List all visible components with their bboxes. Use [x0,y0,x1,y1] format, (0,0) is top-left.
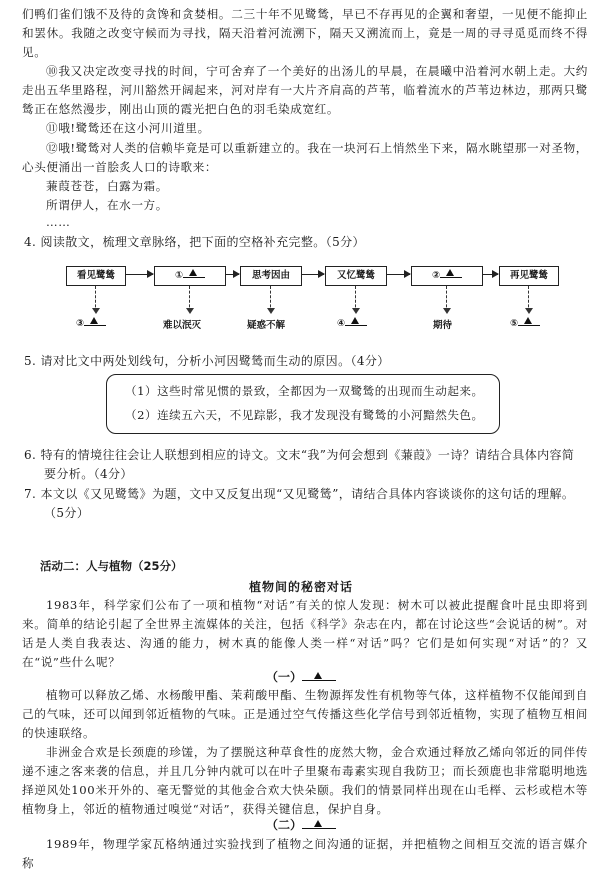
quote-sentence-2: （2）连续五六天，不见踪影，我才发现没有鹭鸶的小河黯然失色。 [125,408,484,422]
question-4: 4. 阅读散文，梳理文章脉络，把下面的空格补充完整。（5分） [24,235,365,249]
flow-arrow-2 [225,274,239,275]
flow-sub-5: 期待 [433,320,453,331]
quote-sentence-1: （1）这些时常见惯的景致，全都因为一双鹭鸶的出现而生动起来。 [125,384,484,398]
flow-box-2: ① [154,266,226,286]
section-heading-2: （二） [0,816,602,833]
flow-sub-2: 难以泯灭 [163,320,202,331]
activity-section-title: 活动二：人与植物（25分） [40,559,183,573]
flow-box-4: 又忆鹭鸶 [325,266,387,286]
flow-dash-4 [355,286,356,312]
flow-arrow-3 [301,274,324,275]
flow-sub-3: 疑惑不解 [247,320,286,331]
flow-box-5: ② [411,266,483,286]
flow-box-3: 思考因由 [240,266,302,286]
story-paragraph-10: ⑩我又决定改变寻找的时间，宁可舍弃了一个美好的出汤儿的早晨，在晨曦中沿着河水朝上走。大约走出五华里路程，河川豁然开阔起来，河对岸有一大片齐肩高的芦苇，临着流水的芦苇边林边，那两只鹭鸶正在悠然漫步，刚出山顶的霞光把白色的羽毛染成宽红。 [22,64,588,116]
story-paragraph-12: ⑫哦!鹭鸶对人类的信赖毕竟是可以重新建立的。我在一块河石上悄然坐下来，隔水眺望那一对圣物，心头便涌出一首脍炙人口的诗歌来： [22,141,588,174]
question-7-line-1: 7. 本文以《又见鹭鸶》为题，文中又反复出现“又见鹭鸶”，请结合具体内容谈谈你的这句话的理解。 [24,487,575,501]
flow-dash-5 [446,286,447,312]
article-paragraph-1: 1983年，科学家们公布了一项和植物“对话”有关的惊人发现：树木可以被此提醒食叶昆虫即将到来。简单的结论引起了全世界主流媒体的关注，包括《科学》杂志在内，都在讨论这些“会说话的树”。对话是人类自我表达、沟通的能力，树木真的能像人类一样“对话”吗？它们是如何实现“对话”的？又在“说”些什么呢？ [22,598,588,669]
story-paragraph-11: ⑪哦!鹭鸶还在这小河川道里。 [46,121,210,135]
quote-box [106,374,500,434]
flow-sub-6: ⑤ [510,317,540,329]
poem-line-2: 所谓伊人，在水一方。 [46,198,168,212]
flow-arrow-4 [386,274,410,275]
flow-dash-6 [528,286,529,312]
flow-sub-4: ④ [337,317,367,329]
article-title: 植物间的秘密对话 [248,580,353,594]
article-paragraph-3: 非洲金合欢是长颈鹿的珍馐，为了摆脱这种草食性的庞然大物，金合欢通过释放乙烯向邻近的同伴传递不速之客来袭的信息，并且几分钟内就可以在叶子里聚布毒素实现自我防卫；而长颈鹿也非常聪明地选择逆风处100米开外的、毫无警觉的其他金合欢大快朵颐。我们的情景同样出现在山毛榉、云杉或桤木等植物身上，邻近的植物通过嗅觉“对话”，获得关键信息，保护自身。 [22,745,588,816]
flow-box-6: 再见鹭鸶 [499,266,559,286]
flow-arrow-1 [125,274,153,275]
question-6-line-2: 要分析。（4分） [44,467,133,481]
flow-dash-3 [270,286,271,312]
flowchart [0,262,602,337]
section-heading-1: （一） [0,668,602,685]
article-paragraph-2: 植物可以释放乙烯、水杨酸甲酯、茉莉酸甲酯、生物源挥发性有机物等气体，这样植物不仅能闻到自己的气味，还可以闻到邻近植物的气味。正是通过空气传播这些化学信号到邻近植物，实现了植物互相间的快速联络。 [22,688,588,740]
flow-dash-2 [189,286,190,312]
article-paragraph-4: 1989年，物理学家瓦格纳通过实验找到了植物之间沟通的证据，并把植物之间相互交流的语言媒介称 [22,837,588,870]
question-7-line-2: （5分） [44,506,90,520]
story-paragraph-top: 们鸭们雀们饿不及待的贪馋和贪婪相。二三十年不见鹭鸶，早已不存再见的企翼和奢望，一见便不能抑止和罢休。我随之改变守候而为寻找，隔天沿着河流溯下，隔天又溯流而上，竟是一周的寻寻觅觅而终不得见。 [22,7,588,59]
flow-dash-1 [95,286,96,312]
question-6-line-1: 6. 特有的情境往往会让人联想到相应的诗文。文末“我”为何会想到《蒹葭》一诗？请结合具体内容简 [24,448,575,462]
ellipsis: …… [46,215,71,229]
flow-box-1: 看见鹭鸶 [66,266,126,286]
poem-line-1: 蒹葭苍苍，白露为霜。 [46,179,168,193]
question-5: 5. 请对比文中两处划线句，分析小河因鹭鸶而生动的原因。（4分） [24,354,390,368]
flow-arrow-5 [482,274,498,275]
flow-sub-1: ③ [76,317,106,329]
